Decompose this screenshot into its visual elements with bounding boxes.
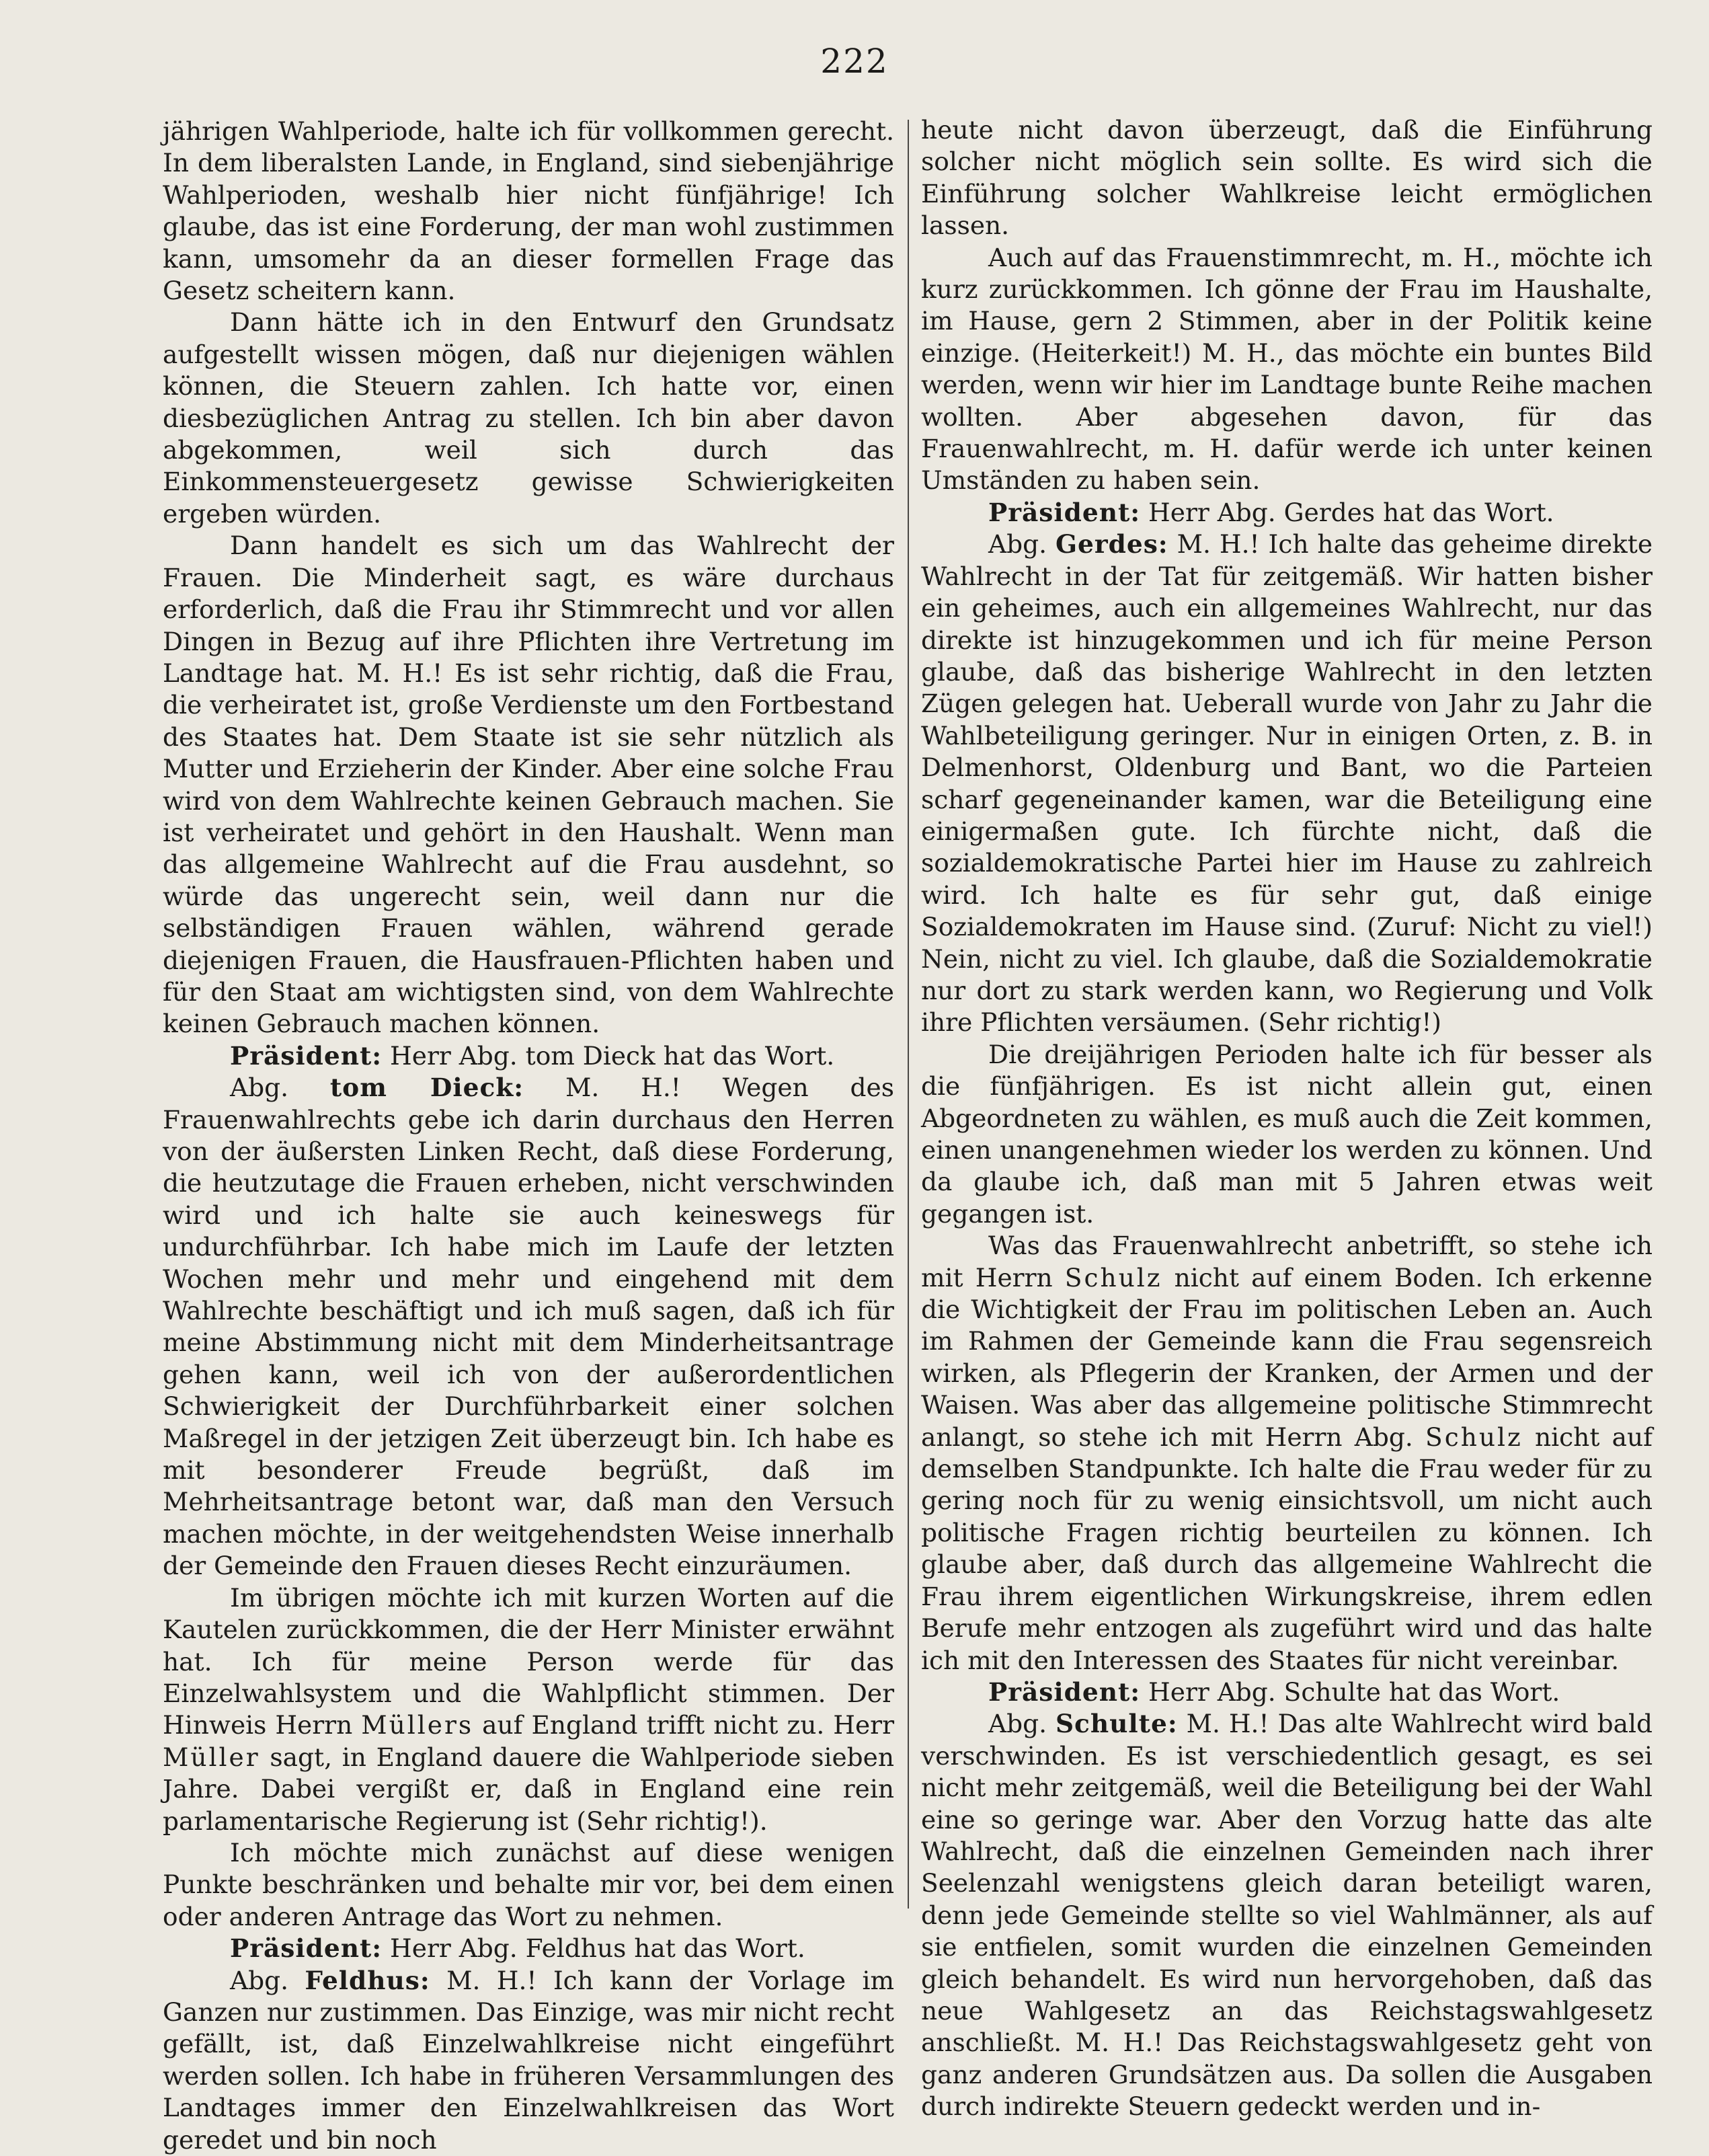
text-run: nicht auf einem Boden. Ich erkenne die Wichtigkeit der Frau im politischen Leben an. Auch im Rahmen der Gemeinde kann die Frau segensreich wirken, als Pflegerin der Kranken, der Armen und der Waisen. Was aber das allgemeine politische Stimmrecht anlangt, so stehe ich mit Herrn Abg. — [921, 1262, 1653, 1452]
page-number: 222 — [820, 42, 889, 81]
speaker-prefix: Abg. — [230, 1073, 289, 1103]
paragraph: Dann handelt es sich um das Wahlrecht der Frauen. Die Minderheit sagt, es wäre durchaus erforderlich, daß die Frau ihr Stimmrecht und vor allen Dingen in Bezug auf ihre Pflichten ihre Vertretung im Landtage hat. M. H.! Es ist sehr richtig, daß die Frau, die verheiratet ist, große Verdienste um den Fortbestand des Staates hat. Dem Staate ist sie sehr nützlich als Mutter und Erzieherin der Kinder. Aber eine solche Frau wird von dem Wahlrechte keinen Gebrauch machen. Sie ist verheiratet und gehört in den Haushalt. Wenn man das allgemeine Wahlrecht auf die Frau ausdehnt, so würde das ungerecht sein, weil dann nur die selbständigen Frauen wählen, während gerade diejenigen Frauen, die Hausfrauen-Pflichten haben und für den Staat am wichtigsten sind, von dem Wahlrechte keinen Gebrauch machen können. — [163, 531, 894, 1039]
president-text: Herr Abg. Schulte hat das Wort. — [1148, 1677, 1560, 1707]
paragraph: heute nicht davon überzeugt, daß die Einführung solcher nicht möglich sein sollte. Es wird sich die Einführung solcher Wahlkreise leicht ermöglichen lassen. — [921, 115, 1653, 241]
speech-text: M. H.! Ich kann der Vorlage im Ganzen nur zustimmen. Das Einzige, was mir nicht recht gefällt, ist, daß Einzelwahlkreise nicht eingeführt werden sollen. Ich habe in früheren Versammlungen des Landtages immer den Einzelwahlkreisen das Wort geredet und bin noch — [163, 1965, 894, 2155]
speech — [921, 1708, 1653, 2122]
column-divider — [908, 120, 909, 1909]
speech-text: M. H.! Ich halte das geheime direkte Wahlrecht in der Tat für zeitgemäß. Wir hatten bisher ein geheimes, auch ein allgemeines Wahlrecht, nur das direkte ist hinzugekommen und ich für meine Person glaube, daß das bisherige Wahlrecht in den letzten Zügen gelegen hat. Ueberall wurde von Jahr zu Jahr die Wahlbeteiligung geringer. Nur in einigen Orten, z. B. in Delmenhorst, Oldenburg und Bant, wo die Parteien scharf gegeneinander kamen, war die Beteiligung eine einigermaßen gute. Ich fürchte nicht, daß die sozialdemokratische Partei hier im Hause zu zahlreich wird. Ich halte es für sehr gut, daß einige Sozialdemokraten im Hause sind. (Zuruf: Nicht zu viel!) Nein, nicht zu viel. Ich glaube, daß die Sozialdemokratie nur dort zu stark werden kann, wo Regierung und Volk ihre Pflichten versäumen. (Sehr richtig!) — [921, 529, 1653, 1038]
speech — [163, 1965, 894, 2156]
person-name: Müller — [163, 1742, 260, 1772]
speech-text: M. H.! Wegen des Frauenwahlrechts gebe ich darin durchaus den Herren von der äußersten Linken Recht, daß diese Forderung, die heutzutage die Frauen erheben, nicht verschwinden wird und ich halte sie auch keineswegs für undurchführbar. Ich habe mich im Laufe der letzten Wochen mehr und mehr und eingehend mit dem Wahlrechte beschäftigt und ich muß sagen, daß ich für meine Abstimmung nicht mit dem Minderheitsantrage gehen kann, weil ich von der außerordentlichen Schwierigkeit der Durchführbarkeit einer solchen Maßregel in der jetzigen Zeit überzeugt bin. Ich habe es mit besonderer Freude begrüßt, daß im Mehrheitsantrage betont war, daß man den Versuch machen möchte, in der weitgehendsten Weise innerhalb der Gemeinde den Frauen dieses Recht einzuräumen. — [163, 1073, 894, 1581]
speaker-prefix: Abg. — [988, 529, 1047, 560]
paragraph: jährigen Wahlperiode, halte ich für vollkommen gerecht. In dem liberalsten Lande, in England, sind siebenjährige Wahlperioden, weshalb hier nicht fünfjährige! Ich glaube, das ist eine Forderung, der man wohl zustimmen kann, umsomehr da an dieser formellen Frage das Gesetz scheitern kann. — [163, 116, 894, 306]
speaker-prefix: Abg. — [988, 1709, 1047, 1739]
person-name: Schulz — [1064, 1262, 1162, 1293]
paragraph — [163, 1582, 894, 1837]
paragraph: Die dreijährigen Perioden halte ich für besser als die fünfjährigen. Es ist nicht allein gut, einen Abgeordneten zu wählen, es muß auch die Zeit kommen, einen unangenehmen wieder los werden zu können. Und da glaube ich, daß man mit 5 Jahren etwas weit gegangen ist. — [921, 1039, 1653, 1229]
person-name: Müllers — [361, 1710, 474, 1740]
president-line — [163, 1933, 894, 1964]
speaker-name: Gerdes: — [1055, 529, 1168, 560]
president-line — [163, 1040, 894, 1072]
speaker-name: tom Dieck: — [329, 1073, 524, 1103]
text-run: Was das Frauenwahlrecht anbetrifft, so stehe ich mit Herrn — [921, 1231, 1653, 1293]
text-run: auf England trifft nicht zu. Herr — [482, 1710, 894, 1740]
text-run: nicht auf demselben Standpunkte. Ich halte die Frau weder für zu gering noch für zu wenig einsichtsvoll, um nicht auch politische Fragen richtig beurteilen zu können. Ich glaube aber, daß durch das allgemeine Wahlrecht die Frau ihrem eigentlichen Wirkungskreise, ihrem edlen Berufe mehr entzogen als zugeführt wird und das halte ich mit den Interessen des Staates für nicht vereinbar. — [921, 1422, 1653, 1675]
president-text: Herr Abg. tom Dieck hat das Wort. — [390, 1040, 835, 1071]
president-line — [921, 497, 1653, 529]
speech-text: M. H.! Das alte Wahlrecht wird bald verschwinden. Es ist verschiedentlich gesagt, es sei nicht mehr zeitgemäß, weil die Beteiligung bei der Wahl eine so geringe war. Aber den Vorzug hatte das alte Wahlrecht, daß die einzelnen Gemeinden nach ihrer Seelenzahl wenigstens gleich daran beteiligt waren, denn jede Gemeinde stellte so viel Wahlmänner, als auf sie entfielen, somit wurden die einzelnen Gemeinden gleich behandelt. Es wird nun hervorgehoben, daß das neue Wahlgesetz an das Reichstagswahlgesetz anschließt. M. H.! Das Reichstagswahlgesetz geht von ganz anderen Grundsätzen aus. Da sollen die Ausgaben durch indirekte Steuern gedeckt werden und in- — [921, 1709, 1653, 2122]
speech — [163, 1072, 894, 1582]
president-text: Herr Abg. Feldhus hat das Wort. — [390, 1933, 805, 1964]
paragraph — [921, 1230, 1653, 1677]
text-run: Im übrigen möchte ich mit kurzen Worten auf die Kautelen zurückkommen, die der Herr Minister erwähnt hat. Ich für meine Person werde für das Einzelwahlsystem und die Wahlpflicht stimmen. Der Hinweis Herrn — [163, 1582, 894, 1740]
speech — [921, 529, 1653, 1039]
paragraph: Ich möchte mich zunächst auf diese wenigen Punkte beschränken und behalte mir vor, bei dem einen oder anderen Antrage das Wort zu nehmen. — [163, 1837, 894, 1931]
speaker-name: Schulte: — [1055, 1709, 1178, 1739]
person-name: Schulz — [1425, 1422, 1523, 1452]
speaker-prefix: Abg. — [230, 1965, 289, 1995]
paragraph: Auch auf das Frauenstimmrecht, m. H., möchte ich kurz zurückkommen. Ich gönne der Frau im Haushalte, im Hause, gern 2 Stimmen, aber in der Politik keine einzige. (Heiterkeit!) M. H., das möchte ein buntes Bild werden, wenn wir hier im Landtage bunte Reihe machen wollten. Aber abgesehen davon, für das Frauenwahlrecht, m. H. dafür werde ich unter keinen Umständen zu haben sein. — [921, 242, 1653, 496]
president-label: Präsident: — [230, 1040, 383, 1071]
president-line — [921, 1677, 1653, 1708]
president-label: Präsident: — [230, 1933, 383, 1964]
speaker-name: Feldhus: — [305, 1965, 430, 1995]
president-text: Herr Abg. Gerdes hat das Wort. — [1148, 497, 1554, 527]
text-run: sagt, in England dauere die Wahlperiode sieben Jahre. Dabei vergißt er, daß in England eine rein parlamentarische Regierung ist (Sehr richtig!). — [163, 1742, 894, 1836]
left-column — [163, 116, 894, 2156]
right-column — [921, 114, 1653, 2123]
president-label: Präsident: — [988, 1677, 1141, 1707]
paragraph: Dann hätte ich in den Entwurf den Grundsatz aufgestellt wissen mögen, daß nur diejenigen wählen können, die Steuern zahlen. Ich hatte vor, einen diesbezüglichen Antrag zu stellen. Ich bin aber davon abgekommen, weil sich durch das Einkommensteuergesetz gewisse Schwierigkeiten ergeben würden. — [163, 307, 894, 529]
president-label: Präsident: — [988, 497, 1141, 527]
